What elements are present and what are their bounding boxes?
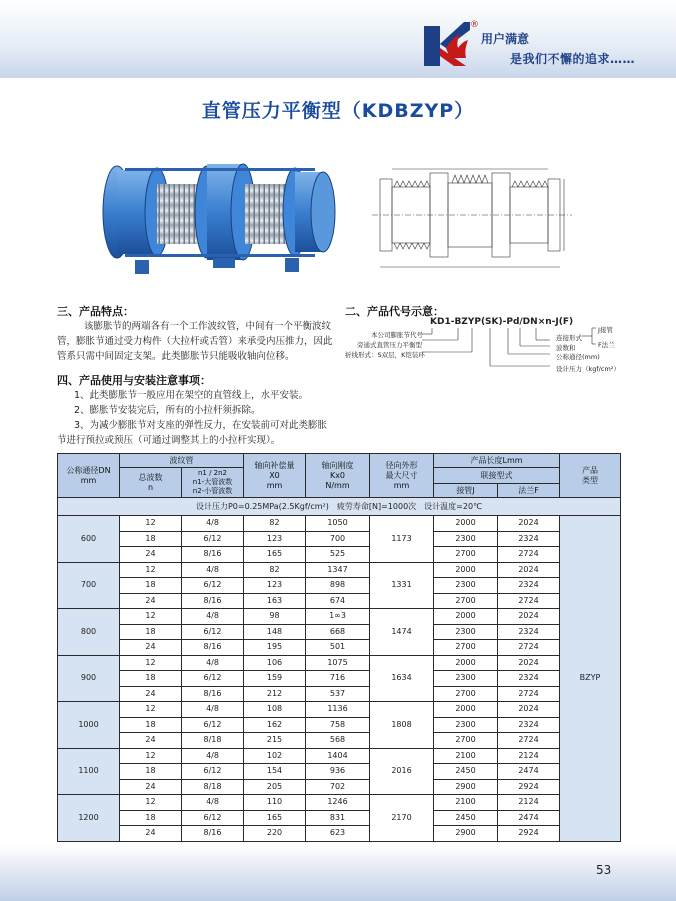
th-axial: 轴向补偿量 X0 mm: [244, 454, 306, 498]
cell-total-waves: 24: [120, 640, 182, 656]
cell-pipe-length: 2100: [434, 748, 498, 764]
cell-total-waves: 12: [120, 655, 182, 671]
cell-stiffness: 1246: [306, 795, 370, 811]
cell-stiffness: 568: [306, 733, 370, 749]
cell-flange-length: 2474: [498, 764, 560, 780]
cell-ratio: 8/18: [182, 779, 244, 795]
cell-radial: 2170: [370, 795, 434, 842]
cell-dn: 1100: [58, 748, 120, 795]
cell-total-waves: 18: [120, 624, 182, 640]
code-note-fold: 折线形式：S双层，K铠装环: [345, 351, 425, 359]
cell-total-waves: 24: [120, 826, 182, 842]
cell-product-type: BZYP: [560, 516, 621, 842]
code-note-waves: 波数和: [556, 344, 576, 352]
section4-line4: 节进行预拉或预压（可通过调整其上的小拉杆实现）。: [57, 435, 281, 446]
cell-total-waves: 24: [120, 686, 182, 702]
section3-line3: 管系只需中间固定支架。此类膨胀节只能吸收轴向位移。: [57, 351, 295, 362]
cell-pipe-length: 2000: [434, 702, 498, 718]
cell-dn: 1200: [58, 795, 120, 842]
cell-ratio: 6/12: [182, 578, 244, 594]
cell-flange-length: 2024: [498, 516, 560, 532]
cell-radial: 1808: [370, 702, 434, 749]
cell-radial: 1331: [370, 562, 434, 609]
cell-ratio: 4/8: [182, 562, 244, 578]
cell-flange-length: 2124: [498, 795, 560, 811]
cell-radial: 2016: [370, 748, 434, 795]
cell-ratio: 6/12: [182, 624, 244, 640]
cell-ratio: 4/8: [182, 609, 244, 625]
cell-pipe-length: 2300: [434, 671, 498, 687]
cell-pipe-length: 2450: [434, 810, 498, 826]
table-row: [58, 671, 621, 687]
table-row: [58, 748, 621, 764]
table-row: [58, 779, 621, 795]
cell-ratio: 4/8: [182, 748, 244, 764]
th-length: 产品长度Lmm: [434, 454, 560, 468]
design-conditions: 设计压力P0=0.25MPa(2.5Kgf/cm²) 疲劳寿命[N]=1000次 设计温度=20℃: [58, 498, 621, 516]
code-note-type: 旁通式直管压力平衡型: [357, 341, 422, 349]
cell-axial: 110: [244, 795, 306, 811]
table-row: [58, 655, 621, 671]
cell-flange-length: 2724: [498, 640, 560, 656]
table-row: [58, 640, 621, 656]
cell-flange-length: 2324: [498, 578, 560, 594]
cell-ratio: 4/8: [182, 795, 244, 811]
cell-total-waves: 12: [120, 516, 182, 532]
cell-axial: 82: [244, 562, 306, 578]
cell-pipe-length: 2300: [434, 624, 498, 640]
table-row: [58, 717, 621, 733]
cell-ratio: 8/18: [182, 733, 244, 749]
cell-pipe-length: 2000: [434, 655, 498, 671]
cell-pipe-length: 2700: [434, 547, 498, 563]
cell-ratio: 8/16: [182, 593, 244, 609]
table-row: [58, 702, 621, 718]
th-flange: 法兰F: [498, 484, 560, 498]
cell-stiffness: 1404: [306, 748, 370, 764]
cell-axial: 163: [244, 593, 306, 609]
table-row: [58, 826, 621, 842]
code-note-company: 本公司膨胀节代号: [371, 331, 423, 339]
cell-total-waves: 12: [120, 562, 182, 578]
table-row: [58, 764, 621, 780]
cell-stiffness: 525: [306, 547, 370, 563]
cell-flange-length: 2024: [498, 655, 560, 671]
th-total-waves: 总波数 n: [120, 468, 182, 498]
cell-axial: 220: [244, 826, 306, 842]
cell-axial: 108: [244, 702, 306, 718]
cell-axial: 82: [244, 516, 306, 532]
registered-mark: ®: [470, 20, 479, 30]
slogan-line2: 是我们不懈的追求……: [510, 52, 636, 66]
cell-pipe-length: 2700: [434, 593, 498, 609]
cell-pipe-length: 2300: [434, 531, 498, 547]
cell-axial: 123: [244, 578, 306, 594]
cell-pipe-length: 2900: [434, 826, 498, 842]
cell-stiffness: 1347: [306, 562, 370, 578]
code-note-dn: 公称通径(mm): [556, 353, 600, 361]
cell-flange-length: 2024: [498, 562, 560, 578]
code-note-j: J接管: [598, 326, 613, 334]
cell-total-waves: 24: [120, 593, 182, 609]
cell-flange-length: 2924: [498, 826, 560, 842]
cell-dn: 1000: [58, 702, 120, 749]
section3-line2: 管，膨胀节通过受力构件（大拉杆或舌管）来承受内压推力，因此: [57, 336, 333, 347]
cell-stiffness: 1136: [306, 702, 370, 718]
cell-stiffness: 831: [306, 810, 370, 826]
cell-flange-length: 2324: [498, 671, 560, 687]
section4-line1: 1、此类膨胀节一般应用在架空的直管线上，水平安装。: [74, 390, 309, 401]
th-radial: 径向外形 最大尺寸 mm: [370, 454, 434, 498]
cell-flange-length: 2724: [498, 593, 560, 609]
cell-ratio: 6/12: [182, 764, 244, 780]
cell-total-waves: 24: [120, 547, 182, 563]
cell-radial: 1474: [370, 609, 434, 656]
table-row: [58, 686, 621, 702]
slogan-line1: 用户满意: [481, 32, 530, 46]
cell-stiffness: 758: [306, 717, 370, 733]
cell-dn: 900: [58, 655, 120, 702]
table-row: [58, 516, 621, 532]
cell-flange-length: 2324: [498, 624, 560, 640]
cell-pipe-length: 2700: [434, 640, 498, 656]
cell-axial: 98: [244, 609, 306, 625]
table-row: [58, 795, 621, 811]
cell-stiffness: 716: [306, 671, 370, 687]
section4-line2: 2、膨胀节安装完后，所有的小拉杆须拆除。: [74, 405, 261, 416]
cell-total-waves: 12: [120, 748, 182, 764]
cell-ratio: 8/16: [182, 640, 244, 656]
cell-pipe-length: 2000: [434, 516, 498, 532]
product-code: KD1-BZYP(SK)-Pd/DN×n-J(F): [430, 317, 574, 327]
cell-flange-length: 2724: [498, 686, 560, 702]
cell-pipe-length: 2700: [434, 686, 498, 702]
cell-flange-length: 2324: [498, 717, 560, 733]
table-row: [58, 562, 621, 578]
code-note-f: F法兰: [598, 341, 615, 349]
cell-flange-length: 2124: [498, 748, 560, 764]
cell-stiffness: 702: [306, 779, 370, 795]
cell-total-waves: 12: [120, 702, 182, 718]
table-row: [58, 733, 621, 749]
cell-radial: 1634: [370, 655, 434, 702]
cell-axial: 205: [244, 779, 306, 795]
cell-pipe-length: 2000: [434, 562, 498, 578]
table-row: [58, 547, 621, 563]
cell-dn: 800: [58, 609, 120, 656]
cell-ratio: 4/8: [182, 516, 244, 532]
footer-band: [0, 845, 676, 901]
cell-pipe-length: 2000: [434, 609, 498, 625]
cell-total-waves: 12: [120, 795, 182, 811]
cell-axial: 106: [244, 655, 306, 671]
cell-total-waves: 18: [120, 717, 182, 733]
cell-stiffness: 674: [306, 593, 370, 609]
cell-total-waves: 18: [120, 671, 182, 687]
code-note-connection: 连接形式: [556, 334, 582, 342]
cell-axial: 102: [244, 748, 306, 764]
cell-pipe-length: 2300: [434, 717, 498, 733]
cell-flange-length: 2324: [498, 531, 560, 547]
cell-radial: 1173: [370, 516, 434, 563]
table-row: [58, 609, 621, 625]
cell-axial: 165: [244, 810, 306, 826]
cell-total-waves: 24: [120, 779, 182, 795]
th-bellows: 波纹管: [120, 454, 244, 468]
cell-flange-length: 2024: [498, 702, 560, 718]
spec-table-body: [58, 516, 621, 842]
section4-line3: 3、为减少膨胀节对支座的弹性反力，在安装前可对此类膨胀: [74, 420, 328, 431]
section3-line1: 该膨胀节的两端各有一个工作波纹管，中间有一个平衡波纹: [84, 321, 332, 332]
th-stiffness: 轴向刚度 Kx0 N/mm: [306, 454, 370, 498]
cell-stiffness: 1075: [306, 655, 370, 671]
cell-stiffness: 623: [306, 826, 370, 842]
page-title: 直管压力平衡型（KDBZYP）: [201, 100, 475, 122]
cell-stiffness: 501: [306, 640, 370, 656]
company-logo: [420, 18, 472, 70]
cell-stiffness: 1∞3: [306, 609, 370, 625]
cell-stiffness: 898: [306, 578, 370, 594]
cell-pipe-length: 2450: [434, 764, 498, 780]
table-row: [58, 578, 621, 594]
cell-ratio: 6/12: [182, 810, 244, 826]
cell-ratio: 4/8: [182, 655, 244, 671]
cell-ratio: 8/16: [182, 547, 244, 563]
cell-axial: 123: [244, 531, 306, 547]
cell-axial: 165: [244, 547, 306, 563]
cell-axial: 154: [244, 764, 306, 780]
cell-pipe-length: 2700: [434, 733, 498, 749]
cell-ratio: 6/12: [182, 717, 244, 733]
cell-total-waves: 18: [120, 810, 182, 826]
cell-flange-length: 2024: [498, 609, 560, 625]
code-note-pressure: 设计压力（kgf/cm²）: [556, 365, 620, 373]
cell-axial: 212: [244, 686, 306, 702]
cell-pipe-length: 2900: [434, 779, 498, 795]
product-photo: [95, 140, 340, 280]
cell-axial: 159: [244, 671, 306, 687]
spec-table: [57, 453, 621, 842]
cell-total-waves: 18: [120, 578, 182, 594]
cell-flange-length: 2924: [498, 779, 560, 795]
section2-heading: 二、产品代号示意：: [345, 305, 444, 318]
table-row: [58, 810, 621, 826]
cell-axial: 148: [244, 624, 306, 640]
th-conn-type: 联接型式: [434, 468, 560, 484]
cell-dn: 700: [58, 562, 120, 609]
cell-ratio: 6/12: [182, 671, 244, 687]
cell-ratio: 8/16: [182, 686, 244, 702]
cell-total-waves: 18: [120, 764, 182, 780]
cell-stiffness: 537: [306, 686, 370, 702]
cell-ratio: 8/16: [182, 826, 244, 842]
cell-stiffness: 936: [306, 764, 370, 780]
cell-flange-length: 2724: [498, 547, 560, 563]
cell-ratio: 6/12: [182, 531, 244, 547]
cell-axial: 195: [244, 640, 306, 656]
table-row: [58, 593, 621, 609]
cell-ratio: 4/8: [182, 702, 244, 718]
section3-heading: 三、产品特点：: [57, 305, 134, 318]
th-product-type: 产品 类型: [560, 454, 621, 498]
th-ratio: n1 / 2n2 n1-大管波数 n2-小管波数: [182, 468, 244, 498]
cell-total-waves: 18: [120, 531, 182, 547]
cell-total-waves: 12: [120, 609, 182, 625]
th-dn: 公称通径DN mm: [58, 454, 120, 498]
cell-axial: 162: [244, 717, 306, 733]
cell-axial: 215: [244, 733, 306, 749]
cell-total-waves: 24: [120, 733, 182, 749]
cell-pipe-length: 2300: [434, 578, 498, 594]
cell-stiffness: 1050: [306, 516, 370, 532]
cell-pipe-length: 2100: [434, 795, 498, 811]
cell-dn: 600: [58, 516, 120, 563]
page-number: 53: [596, 863, 612, 877]
table-row: [58, 531, 621, 547]
cell-flange-length: 2724: [498, 733, 560, 749]
cell-stiffness: 700: [306, 531, 370, 547]
technical-drawing: [372, 155, 572, 275]
th-pipe: 接管J: [434, 484, 498, 498]
table-row: [58, 624, 621, 640]
cell-stiffness: 668: [306, 624, 370, 640]
section4-heading: 四、产品使用与安装注意事项：: [57, 374, 211, 387]
cell-flange-length: 2474: [498, 810, 560, 826]
